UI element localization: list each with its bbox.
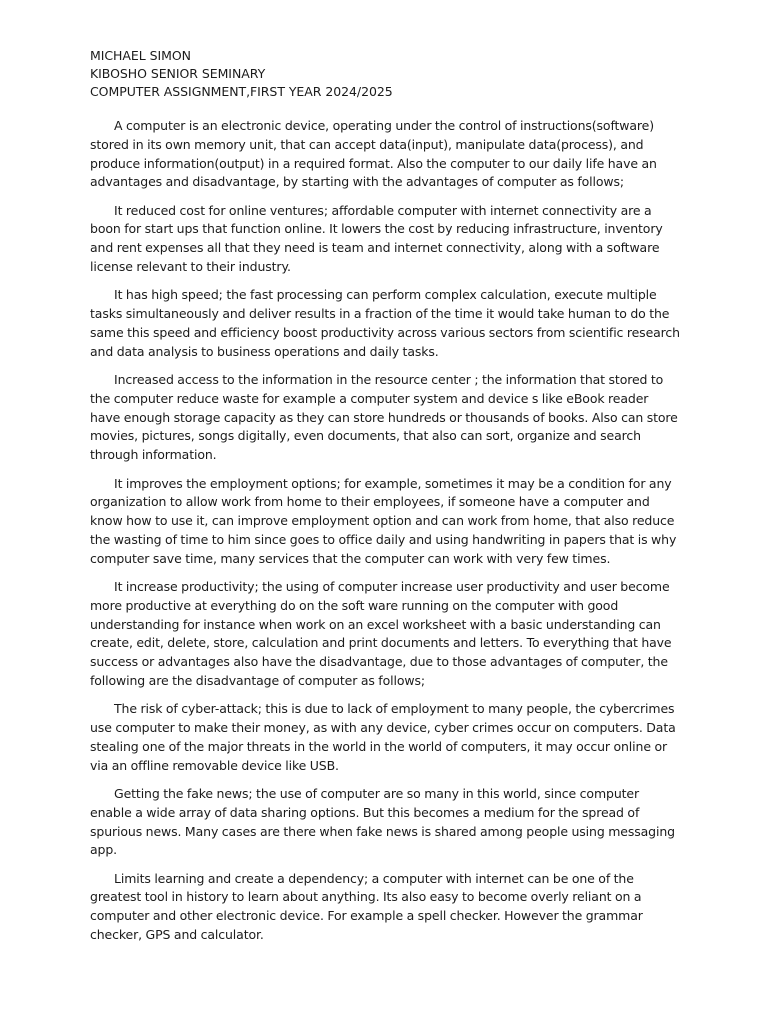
paragraph-fake-news: Getting the fake news; the use of computer are so many in this world, since computer enable a wide array of data sharing options. But this becomes a medium for the spread of spurious news. Many cases are there when fake news is shared among people using messaging app.	[90, 786, 675, 858]
author-name: MICHAEL SIMON	[90, 48, 191, 63]
document-page	[90, 47, 682, 954]
paragraph-dependency: Limits learning and create a dependency; a computer with internet can be one of the greatest tool in history to learn about anything. Its also easy to become overly reliant on a computer and other electronic device. For example a spell checker. However the grammar checker, GPS and calculator.	[90, 870, 643, 943]
document-body	[90, 117, 682, 945]
paragraph-high-speed: It has high speed; the fast processing can perform complex calculation, execute multiple tasks simultaneously and deliver results in a fraction of the time it would take human to do the same this speed and efficiency boost productivity across various sectors from scientific research and data analysis to business operations and daily tasks.	[90, 287, 680, 359]
course-title: COMPUTER ASSIGNMENT,FIRST YEAR 2024/2025	[90, 84, 393, 99]
paragraph-reduced-cost: It reduced cost for online ventures; affordable computer with internet connectivity are a boon for start ups that function online. It lowers the cost by reducing infrastructure, inventory and rent expenses all that they need is team and internet connectivity, along with a software license relevant to their industry.	[90, 202, 663, 275]
paragraph-employment: It improves the employment options; for example, sometimes it may be a condition for any organization to allow work from home to their employees, if someone have a computer and know how to use it, can improve employment option and can work from home, that also reduce the wasting of time to him since goes to office daily and using handwriting in papers that is why computer save time, many services that the computer can work with very few times.	[90, 475, 677, 566]
document-header	[90, 47, 682, 101]
paragraph-information-access: Increased access to the information in the resource center ; the information that stored to the computer reduce waste for example a computer system and device s like eBook reader have enough storage capacity as they can store hundreds or thousands of books. Also can store movies, pictures, songs digitally, even documents, that also can sort, organize and search through information.	[90, 372, 678, 463]
school-name: KIBOSHO SENIOR SEMINARY	[90, 66, 266, 81]
paragraph-intro: A computer is an electronic device, operating under the control of instructions(software) stored in its own memory unit, that can accept data(input), manipulate data(process), and produce information(output) in a required format. Also the computer to our daily life have an advantages and disadvantage, by starting with the advantages of computer as follows;	[90, 118, 657, 190]
paragraph-productivity: It increase productivity; the using of computer increase user productivity and user become more productive at everything do on the soft ware running on the computer with good understanding for instance when work on an excel worksheet with a basic understanding can create, edit, delete, store, calculation and print documents and letters. To everything that have success or advantages also have the disadvantage, due to those advantages of computer, the following are the disadvantage of computer as follows;	[90, 579, 672, 689]
paragraph-cyber-attack: The risk of cyber-attack; this is due to lack of employment to many people, the cybercrimes use computer to make their money, as with any device, cyber crimes occur on computers. Data stealing one of the major threats in the world in the world of computers, it may occur online or via an offline removable device like USB.	[90, 701, 676, 773]
